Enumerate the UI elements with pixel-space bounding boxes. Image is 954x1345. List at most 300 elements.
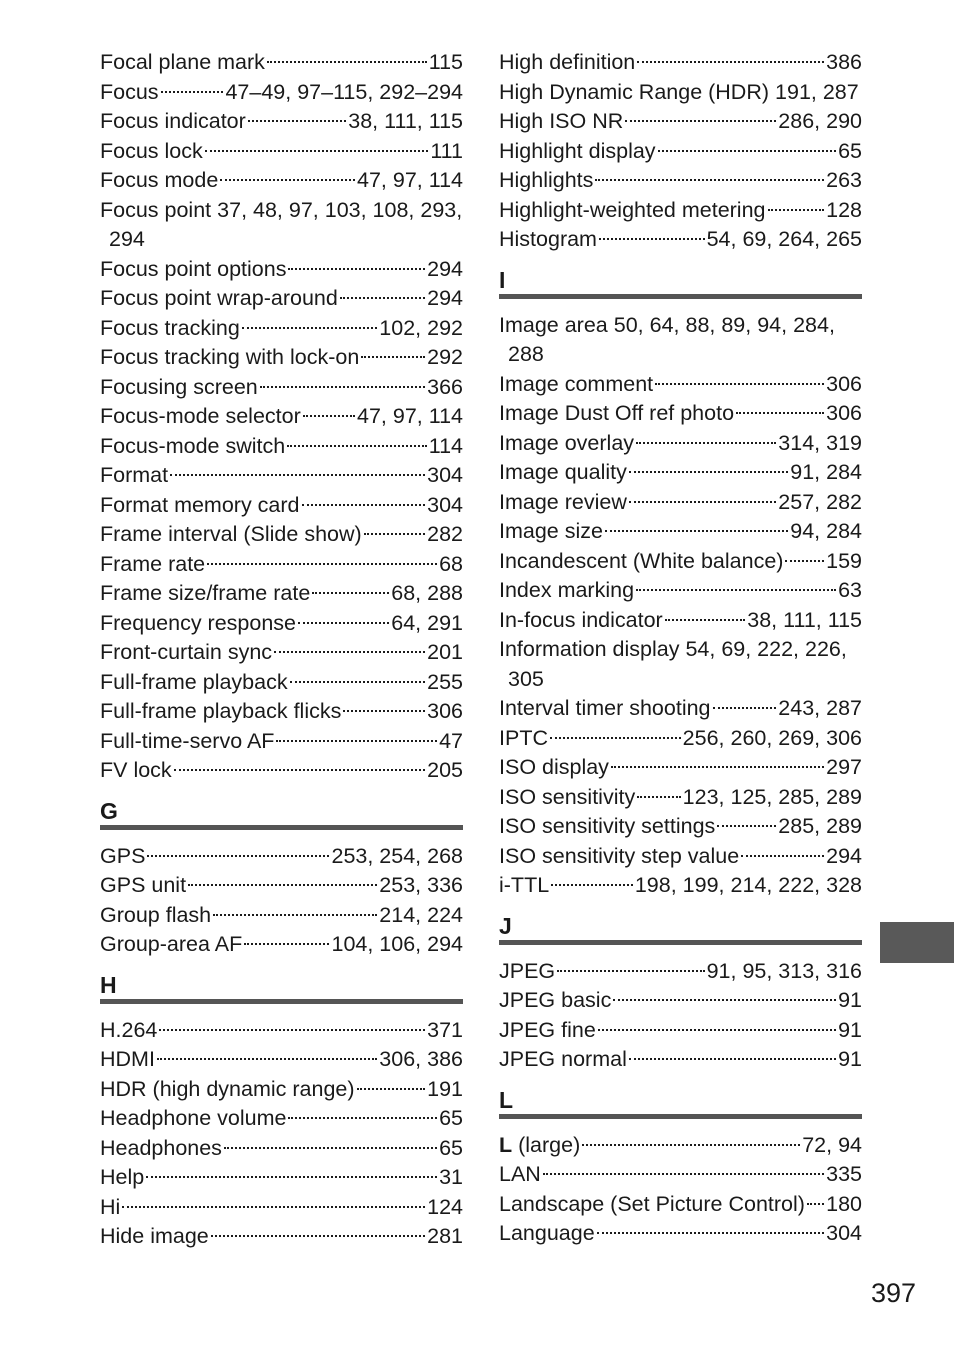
index-term: [499, 488, 627, 518]
index-term: [499, 1016, 596, 1046]
index-entry: [499, 1190, 862, 1220]
index-pages: 304: [826, 1221, 862, 1245]
index-term-text: Image review: [499, 489, 627, 514]
index-pages: 91: [838, 1047, 862, 1071]
index-term-text: GPS: [100, 843, 146, 868]
index-pages: 304: [427, 492, 463, 517]
index-pages: 191, 287: [775, 79, 859, 104]
dot-leader: [605, 530, 788, 532]
dot-leader: [207, 563, 437, 565]
index-pages: 294: [427, 256, 463, 281]
index-entry: [499, 957, 862, 987]
dot-leader: [655, 383, 824, 385]
index-pages: 64, 291: [391, 610, 463, 635]
index-entry: [499, 1131, 862, 1161]
dot-leader: [312, 592, 389, 594]
index-entry: [100, 756, 463, 786]
index-term: [100, 402, 301, 432]
index-pages: 54, 69, 222, 226,: [685, 637, 847, 661]
index-term: [100, 1045, 155, 1075]
section-letter: L: [499, 1086, 514, 1113]
dot-leader: [611, 766, 824, 768]
index-entry: [100, 930, 463, 960]
index-entry: [100, 137, 463, 167]
dot-leader: [665, 619, 746, 621]
index-term-text: Focus point: [100, 197, 212, 222]
index-entry: [499, 783, 862, 813]
dot-leader: [159, 1029, 425, 1031]
dot-leader: [174, 769, 425, 771]
index-entry: [100, 48, 463, 78]
index-term: [499, 547, 783, 577]
index-term: [100, 343, 359, 373]
index-entry: [100, 697, 463, 727]
index-entry: [100, 842, 463, 872]
index-term-text: High Dynamic Range (HDR): [499, 79, 770, 104]
index-pages: 91, 284: [790, 460, 862, 484]
dot-leader: [302, 504, 426, 506]
dot-leader: [807, 1203, 824, 1205]
index-pages: 294: [826, 843, 862, 868]
index-entry: [100, 255, 463, 285]
index-term: [499, 311, 608, 341]
index-entry: [499, 635, 862, 665]
index-term-text: Group flash: [100, 902, 212, 927]
section-divider: [100, 999, 463, 1004]
index-pages: 47, 97, 114: [357, 168, 463, 192]
dot-leader: [598, 1029, 836, 1031]
index-term: [100, 609, 296, 639]
index-term: [499, 871, 549, 901]
dot-leader: [551, 884, 633, 886]
index-term: [499, 606, 663, 636]
index-term-text: Focus: [100, 79, 159, 104]
index-pages: 159: [826, 548, 862, 573]
index-term: [499, 753, 609, 783]
index-pages: 366: [427, 374, 463, 399]
index-term-text: Image size: [499, 519, 603, 543]
index-term-text: Highlights: [499, 168, 594, 192]
index-term: [499, 1045, 627, 1075]
dot-leader: [629, 1058, 836, 1060]
dot-leader: [146, 1176, 437, 1178]
index-entry: [100, 432, 463, 462]
index-term-text: Format memory card: [100, 492, 300, 517]
index-term-text: JPEG normal: [499, 1047, 627, 1071]
index-term-text: Focus tracking: [100, 315, 240, 340]
dot-leader: [613, 999, 836, 1001]
index-term-text: IPTC: [499, 725, 548, 750]
index-term-text: Frame size/frame rate: [100, 581, 311, 605]
index-entry: [499, 871, 862, 901]
index-term: [499, 429, 634, 459]
index-term-text: Focusing screen: [100, 374, 258, 399]
dot-leader: [147, 855, 329, 857]
dot-leader: [287, 445, 427, 447]
dot-leader: [161, 91, 224, 93]
index-term-text: HDMI: [100, 1047, 155, 1071]
index-term: [100, 1134, 222, 1164]
dot-leader: [343, 710, 425, 712]
index-term-text: ISO sensitivity settings: [499, 814, 716, 838]
index-term-text: Focus-mode switch: [100, 433, 286, 458]
index-term: [100, 871, 186, 901]
index-term: [499, 107, 623, 137]
index-pages: 205: [427, 758, 463, 782]
index-pages: 31: [439, 1165, 463, 1189]
dot-leader: [276, 740, 437, 742]
index-entry: [499, 724, 862, 754]
index-term: [100, 255, 286, 285]
index-term: [100, 196, 211, 226]
index-term-text: Full-frame playback: [100, 669, 288, 694]
index-term: [100, 314, 240, 344]
index-term-text: Frequency response: [100, 610, 296, 635]
section-letter: H: [100, 971, 117, 998]
section-letter: G: [100, 797, 118, 824]
dot-leader: [636, 589, 836, 591]
dot-leader: [220, 179, 355, 181]
index-entry: [499, 1160, 862, 1190]
index-term: [100, 1104, 286, 1134]
index-pages: 304: [427, 463, 463, 487]
index-term-text: High definition: [499, 50, 636, 74]
index-entry: [499, 137, 862, 167]
index-term-text: Image overlay: [499, 430, 635, 455]
index-term-text: Headphone volume: [100, 1106, 287, 1130]
index-term-text: Headphones: [100, 1135, 222, 1160]
dot-leader: [785, 560, 824, 562]
index-term: [100, 520, 362, 550]
section-tab-marker: [880, 922, 954, 963]
index-term: [499, 225, 597, 255]
index-term: [100, 432, 285, 462]
index-term-text: ISO sensitivity: [499, 784, 636, 809]
page-number: 397: [871, 1278, 917, 1308]
index-term-text: Frame interval (Slide show): [100, 522, 362, 546]
index-column-left: [100, 48, 463, 1252]
index-term-text: JPEG fine: [499, 1017, 596, 1042]
index-pages: 114: [428, 433, 463, 458]
index-term-text: ISO sensitivity step value: [499, 843, 740, 868]
index-pages: 386: [826, 50, 862, 74]
index-pages-continued: 294: [109, 227, 145, 251]
index-entry: [100, 343, 463, 373]
index-entry: [100, 727, 463, 757]
dot-leader: [629, 471, 788, 473]
index-term: [100, 1193, 120, 1223]
index-entry: [100, 638, 463, 668]
index-pages: 282: [427, 522, 463, 546]
index-term: [499, 783, 635, 813]
index-pages: 335: [826, 1162, 862, 1186]
dot-leader: [298, 622, 389, 624]
index-term-text: Incandescent (White balance): [499, 548, 784, 573]
index-term-text: Front-curtain sync: [100, 640, 273, 664]
index-term: [100, 930, 242, 960]
index-pages: 306: [826, 401, 862, 425]
index-term-bold: L: [499, 1132, 513, 1157]
index-term: [100, 1075, 355, 1105]
index-pages: 294: [427, 286, 463, 310]
index-term: [499, 517, 603, 547]
index-term: [100, 491, 300, 521]
index-pages: 123, 125, 285, 289: [682, 784, 862, 809]
dot-leader: [267, 61, 427, 63]
index-entry: [100, 1016, 463, 1046]
index-term: [100, 48, 265, 78]
index-term-text: H.264: [100, 1017, 158, 1042]
index-pages: 257, 282: [778, 489, 862, 514]
index-pages: 50, 64, 88, 89, 94, 284,: [613, 312, 835, 337]
index-entry: [100, 107, 463, 137]
index-term-text: Focus mode: [100, 168, 219, 192]
index-term: [499, 137, 656, 167]
index-term-text: Focal plane mark: [100, 50, 265, 74]
index-entry: [499, 370, 862, 400]
index-entry: [499, 1219, 862, 1249]
dot-leader: [582, 1144, 800, 1146]
index-term-text: Focus point options: [100, 256, 287, 281]
index-entry: [100, 373, 463, 403]
index-term-text: Histogram: [499, 227, 597, 251]
index-pages: 191: [427, 1076, 463, 1101]
index-entry: [100, 1104, 463, 1134]
index-pages: 47, 97, 114: [357, 404, 463, 428]
index-term: [100, 78, 159, 108]
index-pages: 38, 111, 115: [747, 607, 862, 632]
dot-leader: [211, 1235, 425, 1237]
index-entry: [100, 1222, 463, 1252]
index-pages: 306: [826, 371, 862, 396]
dot-leader: [717, 825, 776, 827]
index-pages: 91: [838, 1017, 862, 1042]
index-entry: [100, 1193, 463, 1223]
index-term-text: Image Dust Off ref photo: [499, 401, 735, 425]
dot-leader: [736, 412, 824, 414]
index-term-text: HDR (high dynamic range): [100, 1076, 355, 1101]
dot-leader: [550, 737, 681, 739]
index-pages: 263: [826, 168, 862, 192]
index-entry: [100, 461, 463, 491]
index-pages: 198, 199, 214, 222, 328: [634, 873, 862, 897]
index-term: [100, 373, 258, 403]
dot-leader: [213, 914, 377, 916]
index-entry: [100, 901, 463, 931]
index-pages: 63: [838, 578, 862, 602]
index-entry: [100, 871, 463, 901]
dot-leader: [599, 238, 705, 240]
index-pages: 128: [826, 197, 862, 222]
index-term-text: Landscape (Set Picture Control): [499, 1191, 805, 1216]
index-term-text: Hi: [100, 1194, 121, 1219]
index-term: [499, 694, 711, 724]
dot-leader: [768, 209, 825, 211]
index-term: [499, 1190, 805, 1220]
index-term: [499, 724, 548, 754]
index-term: [100, 166, 218, 196]
index-pages: 306, 386: [379, 1047, 463, 1071]
index-entry: [100, 520, 463, 550]
index-term-text: Highlight display: [499, 138, 656, 163]
dot-leader: [625, 120, 776, 122]
index-entry: [499, 458, 862, 488]
index-term: [100, 756, 172, 786]
index-entry: [499, 812, 862, 842]
index-term-text: In-focus indicator: [499, 607, 663, 632]
dot-leader: [288, 268, 425, 270]
index-term: [100, 461, 168, 491]
index-term-text: Focus tracking with lock-on: [100, 345, 360, 369]
index-term: [499, 812, 715, 842]
index-term: [499, 1131, 580, 1161]
index-entry: [100, 1075, 463, 1105]
index-term: [100, 727, 274, 757]
index-pages: 47: [439, 728, 463, 753]
index-pages: 281: [427, 1224, 463, 1248]
index-pages: 255: [427, 669, 463, 694]
index-pages: 214, 224: [379, 902, 463, 927]
index-term-text: Focus-mode selector: [100, 404, 301, 428]
index-entry: [499, 842, 862, 872]
index-pages: 65: [838, 138, 862, 163]
index-term: [100, 638, 272, 668]
dot-leader: [629, 501, 776, 503]
dot-leader: [224, 1147, 437, 1149]
index-term: [499, 986, 611, 1016]
index-pages: 102, 292: [379, 315, 463, 340]
index-pages: 124: [427, 1194, 463, 1219]
index-column-right: [499, 48, 862, 1249]
index-pages: 201: [427, 640, 463, 664]
index-entry: [499, 547, 862, 577]
index-entry: [100, 668, 463, 698]
index-term: [100, 901, 211, 931]
dot-leader: [170, 474, 425, 476]
index-term: [100, 579, 310, 609]
index-term: [499, 399, 734, 429]
index-term: [100, 1222, 209, 1252]
index-entry: [499, 1045, 862, 1075]
dot-leader: [188, 884, 377, 886]
index-entry: [100, 491, 463, 521]
dot-leader: [157, 1058, 377, 1060]
index-entry: [499, 576, 862, 606]
dot-leader: [658, 150, 837, 152]
dot-leader: [274, 651, 425, 653]
index-term-text: ISO display: [499, 755, 609, 779]
section-divider: [499, 940, 862, 945]
index-term-text: LAN: [499, 1162, 541, 1186]
index-term-text: Full-time-servo AF: [100, 728, 275, 753]
dot-leader: [713, 707, 777, 709]
index-term: [499, 48, 635, 78]
index-term-text: Focus lock: [100, 138, 203, 163]
section-letter: J: [499, 912, 512, 939]
index-pages-continued: 288: [508, 342, 544, 366]
index-pages: 65: [439, 1135, 463, 1160]
index-term: [499, 576, 634, 606]
dot-leader: [637, 61, 824, 63]
index-term: [100, 668, 288, 698]
section-divider: [499, 1114, 862, 1119]
index-entry: [499, 311, 862, 341]
index-term: [499, 635, 679, 665]
index-entry: [499, 196, 862, 226]
index-pages-continued: 305: [508, 666, 544, 691]
index-entry: [499, 606, 862, 636]
index-pages: 286, 290: [778, 109, 862, 133]
index-pages: 180: [826, 1191, 862, 1216]
index-pages: 54, 69, 264, 265: [706, 227, 862, 251]
index-pages: 285, 289: [778, 814, 862, 838]
index-term: [499, 1160, 541, 1190]
index-entry: [499, 517, 862, 547]
index-term-text: JPEG basic: [499, 988, 612, 1012]
index-term: [499, 370, 653, 400]
index-entry: [499, 107, 862, 137]
dot-leader: [260, 386, 425, 388]
index-term: [100, 842, 145, 872]
index-pages: 111: [430, 138, 463, 163]
index-term-text: Frame rate: [100, 551, 206, 576]
index-pages: 314, 319: [778, 430, 862, 455]
index-term: [100, 137, 203, 167]
index-pages: 115: [428, 50, 463, 74]
index-entry: [100, 166, 463, 196]
index-term: [499, 166, 593, 196]
dot-leader: [637, 796, 680, 798]
index-term-text: Focus indicator: [100, 109, 246, 133]
index-entry: [100, 609, 463, 639]
index-pages: 94, 284: [790, 519, 862, 543]
index-term: [100, 1163, 144, 1193]
dot-leader: [361, 356, 425, 358]
index-term-text: Image comment: [499, 371, 654, 396]
index-pages: 104, 106, 294: [331, 932, 463, 956]
index-entry: [100, 196, 463, 226]
index-entry: [499, 753, 862, 783]
index-term: [499, 957, 555, 987]
index-term-text: Hide image: [100, 1224, 209, 1248]
dot-leader: [288, 1117, 437, 1119]
index-entry: [499, 225, 862, 255]
index-pages: 38, 111, 115: [348, 109, 463, 133]
dot-leader: [205, 150, 429, 152]
index-term-text: Image area: [499, 312, 608, 337]
index-term-text: i-TTL: [499, 873, 550, 897]
dot-leader: [364, 533, 425, 535]
index-entry: [499, 399, 862, 429]
index-entry: [499, 48, 862, 78]
index-entry: [100, 1134, 463, 1164]
index-entry: [499, 166, 862, 196]
index-term-text: Help: [100, 1165, 145, 1189]
index-pages: 256, 260, 269, 306: [682, 725, 862, 750]
dot-leader: [290, 681, 426, 683]
index-term: [499, 842, 739, 872]
index-pages: 37, 48, 97, 103, 108, 293,: [217, 197, 463, 222]
index-pages: 91, 95, 313, 316: [706, 958, 862, 983]
index-entry: [100, 78, 463, 108]
index-entry: [100, 314, 463, 344]
index-term: [499, 458, 627, 488]
index-pages: 68, 288: [391, 581, 463, 605]
index-entry: [100, 550, 463, 580]
index-entry: [499, 694, 862, 724]
index-term-text: Highlight-weighted metering: [499, 197, 766, 222]
index-term-text: JPEG: [499, 958, 556, 983]
